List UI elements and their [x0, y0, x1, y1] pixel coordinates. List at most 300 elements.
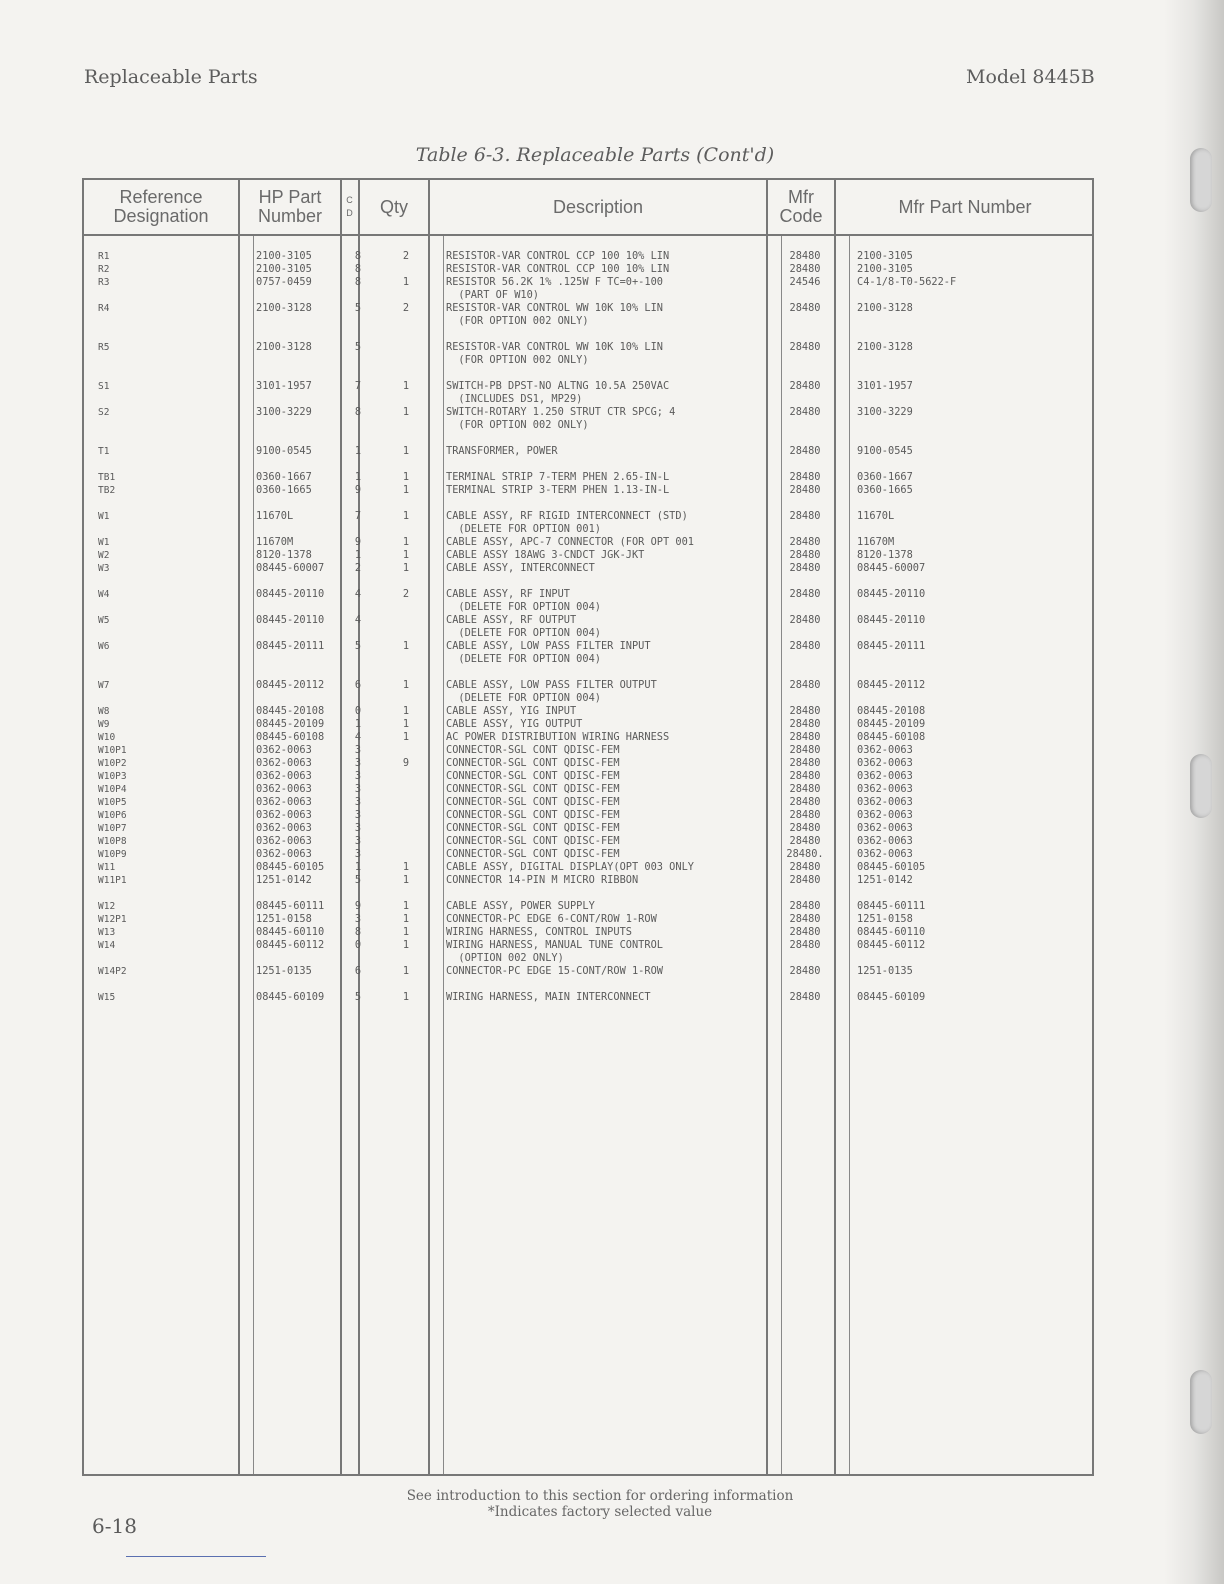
cell-mfr-code: 28480: [789, 874, 821, 886]
table-row: [84, 809, 1092, 822]
table-row: [84, 328, 1092, 341]
cell-mfr-code: 28480: [789, 549, 821, 561]
cell-cd: 9: [354, 484, 362, 496]
cell-mfr-code: 24546: [789, 276, 821, 288]
cell-description: CONNECTOR-SGL CONT QDISC-FEM: [446, 796, 620, 808]
cell-hp-part: 0757-0459: [256, 276, 312, 288]
binder-hole: [1190, 754, 1212, 818]
cell-cd: 3: [354, 757, 362, 769]
cell-hp-part: 08445-60112: [256, 939, 325, 951]
table-row: [84, 276, 1092, 289]
cell-hp-part: 0362-0063: [256, 848, 312, 860]
cell-mfr-part: 0360-1665: [857, 484, 913, 496]
cell-hp-part: 2100-3128: [256, 341, 312, 353]
cell-hp-part: 08445-20109: [256, 718, 325, 730]
table-row: [84, 640, 1092, 653]
cell-mfr-part: 0362-0063: [857, 783, 913, 795]
table-row: [84, 744, 1092, 757]
table-row: [84, 653, 1092, 666]
cell-description: CONNECTOR-SGL CONT QDISC-FEM: [446, 770, 620, 782]
cell-mfr-part: 8120-1378: [857, 549, 913, 561]
cell-cd: 3: [354, 835, 362, 847]
cell-mfr-code: 28480: [789, 770, 821, 782]
cell-qty: 9: [402, 757, 410, 769]
cell-hp-part: 0362-0063: [256, 796, 312, 808]
table-row: [84, 250, 1092, 263]
cell-cd: 3: [354, 770, 362, 782]
table-title: Table 6-3. Replaceable Parts (Cont'd): [415, 144, 775, 166]
table-row: [84, 679, 1092, 692]
cell-mfr-code: 28480: [789, 250, 821, 262]
cell-mfr-part: 3100-3229: [857, 406, 913, 418]
table-row: [84, 887, 1092, 900]
cell-mfr-code: 28480: [789, 809, 821, 821]
cell-mfr-part: 08445-20111: [857, 640, 926, 652]
cell-description: CONNECTOR 14-PIN M MICRO RIBBON: [446, 874, 639, 886]
cell-cd: 8: [354, 276, 362, 288]
cell-cd: 5: [354, 874, 362, 886]
cell-mfr-code: 28480: [789, 406, 821, 418]
cell-reference: W11P1: [98, 875, 127, 886]
cell-mfr-code: 28480: [789, 718, 821, 730]
cell-mfr-code: 28480: [789, 445, 821, 457]
cell-reference: W10P1: [98, 745, 127, 756]
cell-mfr-code: 28480: [789, 822, 821, 834]
cell-cd: 0: [354, 939, 362, 951]
cell-reference: W10P7: [98, 823, 127, 834]
cell-reference: W6: [98, 641, 110, 652]
cell-description: (FOR OPTION 002 ONLY): [446, 354, 589, 366]
cell-hp-part: 0360-1667: [256, 471, 312, 483]
table-row: [84, 627, 1092, 640]
cell-reference: W2: [98, 550, 110, 561]
cell-cd: 9: [354, 536, 362, 548]
cell-hp-part: 08445-20110: [256, 614, 325, 626]
cell-cd: 3: [354, 809, 362, 821]
cell-mfr-code: 28480: [789, 341, 821, 353]
cell-hp-part: 0362-0063: [256, 770, 312, 782]
cell-reference: W12P1: [98, 914, 127, 925]
cell-mfr-part: 1251-0158: [857, 913, 913, 925]
cell-mfr-part: 08445-60108: [857, 731, 926, 743]
running-header-model: Model 8445B: [966, 66, 1095, 88]
table-row: [84, 900, 1092, 913]
cell-mfr-code: 28480: [789, 679, 821, 691]
table-row: [84, 562, 1092, 575]
cell-reference: W11: [98, 862, 116, 873]
cell-mfr-code: 28480: [789, 588, 821, 600]
cell-hp-part: 0362-0063: [256, 744, 312, 756]
cell-description: CABLE ASSY, LOW PASS FILTER OUTPUT: [446, 679, 657, 691]
cell-reference: TB2: [98, 485, 116, 496]
cell-qty: 1: [402, 536, 410, 548]
cell-qty: 1: [402, 549, 410, 561]
table-row: [84, 393, 1092, 406]
cell-mfr-code: 28480: [789, 965, 821, 977]
cell-description: SWITCH-ROTARY 1.250 STRUT CTR SPCG; 4: [446, 406, 676, 418]
cell-qty: 1: [402, 874, 410, 886]
table-row: [84, 731, 1092, 744]
cell-description: WIRING HARNESS, MAIN INTERCONNECT: [446, 991, 651, 1003]
cell-cd: 7: [354, 510, 362, 522]
cell-reference: W4: [98, 589, 110, 600]
cell-mfr-code: 28480: [789, 640, 821, 652]
cell-mfr-part: 0362-0063: [857, 770, 913, 782]
cell-description: CONNECTOR-SGL CONT QDISC-FEM: [446, 744, 620, 756]
running-header-section: Replaceable Parts: [84, 66, 258, 88]
table-row: [84, 315, 1092, 328]
footer-factory-note: *Indicates factory selected value: [487, 1504, 713, 1520]
cell-mfr-part: 08445-20110: [857, 588, 926, 600]
cell-reference: W10P5: [98, 797, 127, 808]
cell-description: (DELETE FOR OPTION 004): [446, 653, 601, 665]
cell-description: (FOR OPTION 002 ONLY): [446, 419, 589, 431]
cell-description: (INCLUDES DS1, MP29): [446, 393, 583, 405]
cell-cd: 8: [354, 263, 362, 275]
cell-mfr-part: 0362-0063: [857, 848, 913, 860]
cell-mfr-code: 28480: [789, 991, 821, 1003]
cell-cd: 1: [354, 549, 362, 561]
cell-hp-part: 2100-3128: [256, 302, 312, 314]
cell-reference: TB1: [98, 472, 116, 483]
cell-description: WIRING HARNESS, MANUAL TUNE CONTROL: [446, 939, 663, 951]
cell-mfr-part: 1251-0142: [857, 874, 913, 886]
cell-reference: W1: [98, 537, 110, 548]
cell-mfr-code: 28480: [789, 939, 821, 951]
cell-description: (DELETE FOR OPTION 004): [446, 692, 601, 704]
table-row: [84, 835, 1092, 848]
table-row: [84, 770, 1092, 783]
cell-description: CABLE ASSY, RF INPUT: [446, 588, 570, 600]
cell-hp-part: 11670M: [256, 536, 294, 548]
parts-table: [82, 178, 1094, 1476]
cell-reference: W13: [98, 927, 116, 938]
cell-mfr-code: 28480: [789, 302, 821, 314]
cell-qty: 1: [402, 991, 410, 1003]
cell-reference: W14: [98, 940, 116, 951]
cell-cd: 1: [354, 861, 362, 873]
cell-mfr-code: 28480: [789, 614, 821, 626]
cell-hp-part: 1251-0142: [256, 874, 312, 886]
cell-reference: R1: [98, 251, 110, 262]
cell-hp-part: 08445-60109: [256, 991, 325, 1003]
cell-mfr-part: 08445-60109: [857, 991, 926, 1003]
cell-cd: 4: [354, 614, 362, 626]
table-row: [84, 783, 1092, 796]
cell-mfr-code: 28480: [789, 510, 821, 522]
cell-mfr-part: 2100-3128: [857, 341, 913, 353]
cell-reference: S1: [98, 381, 110, 392]
cell-description: WIRING HARNESS, CONTROL INPUTS: [446, 926, 632, 938]
cell-description: RESISTOR-VAR CONTROL CCP 100 10% LIN: [446, 263, 670, 275]
cell-reference: W10P9: [98, 849, 127, 860]
cell-hp-part: 08445-60105: [256, 861, 325, 873]
cell-qty: 1: [402, 913, 410, 925]
table-row: [84, 705, 1092, 718]
table-row: [84, 666, 1092, 679]
cell-hp-part: 0362-0063: [256, 835, 312, 847]
cell-reference: W10P3: [98, 771, 127, 782]
cell-mfr-part: 08445-60111: [857, 900, 926, 912]
cell-qty: 1: [402, 471, 410, 483]
cell-cd: 1: [354, 445, 362, 457]
cell-hp-part: 08445-60108: [256, 731, 325, 743]
table-row: [84, 497, 1092, 510]
cell-mfr-part: 2100-3105: [857, 263, 913, 275]
cell-mfr-code: 28480: [789, 562, 821, 574]
table-row: [84, 419, 1092, 432]
table-row: [84, 549, 1092, 562]
table-row: [84, 263, 1092, 276]
cell-description: CONNECTOR-SGL CONT QDISC-FEM: [446, 757, 620, 769]
col-header-qty: Qty: [379, 196, 408, 217]
cell-cd: 6: [354, 965, 362, 977]
cell-description: RESISTOR-VAR CONTROL CCP 100 10% LIN: [446, 250, 670, 262]
cell-hp-part: 2100-3105: [256, 250, 312, 262]
cell-mfr-part: 0362-0063: [857, 809, 913, 821]
cell-hp-part: 0362-0063: [256, 822, 312, 834]
cell-description: (OPTION 002 ONLY): [446, 952, 564, 964]
cell-cd: 4: [354, 588, 362, 600]
cell-description: RESISTOR-VAR CONTROL WW 10K 10% LIN: [446, 302, 663, 314]
cell-description: CONNECTOR-SGL CONT QDISC-FEM: [446, 822, 620, 834]
cell-description: CABLE ASSY, RF RIGID INTERCONNECT (STD): [446, 510, 688, 522]
cell-qty: 1: [402, 926, 410, 938]
cell-mfr-code: 28480: [789, 731, 821, 743]
col-header-description: Description: [552, 196, 644, 217]
cell-qty: 1: [402, 380, 410, 392]
cell-qty: 1: [402, 861, 410, 873]
cell-description: CABLE ASSY 18AWG 3-CNDCT JGK-JKT: [446, 549, 645, 561]
cell-mfr-part: 2100-3105: [857, 250, 913, 262]
cell-cd: 8: [354, 250, 362, 262]
cell-reference: W10P6: [98, 810, 127, 821]
cell-reference: W10P2: [98, 758, 127, 769]
cell-mfr-code: 28480: [789, 536, 821, 548]
table-row: [84, 757, 1092, 770]
cell-hp-part: 1251-0135: [256, 965, 312, 977]
cell-reference: W9: [98, 719, 110, 730]
cell-cd: 0: [354, 705, 362, 717]
cell-hp-part: 08445-60007: [256, 562, 325, 574]
table-body: [84, 250, 1092, 1004]
cell-mfr-code: 28480: [789, 705, 821, 717]
cell-cd: 6: [354, 679, 362, 691]
cell-mfr-code: 28480: [789, 835, 821, 847]
cell-cd: 9: [354, 900, 362, 912]
cell-reference: R4: [98, 303, 110, 314]
cell-mfr-part: 11670M: [857, 536, 895, 548]
cell-reference: R3: [98, 277, 110, 288]
cell-reference: W7: [98, 680, 110, 691]
cell-reference: T1: [98, 446, 110, 457]
table-row: [84, 913, 1092, 926]
cell-description: CABLE ASSY, YIG INPUT: [446, 705, 577, 717]
table-row: [84, 614, 1092, 627]
cell-description: CABLE ASSY, DIGITAL DISPLAY(OPT 003 ONLY: [446, 861, 694, 873]
cell-hp-part: 08445-20110: [256, 588, 325, 600]
cell-description: SWITCH-PB DPST-NO ALTNG 10.5A 250VAC: [446, 380, 670, 392]
cell-reference: W10: [98, 732, 116, 743]
cell-cd: 3: [354, 848, 362, 860]
table-row: [84, 796, 1092, 809]
cell-hp-part: 0362-0063: [256, 809, 312, 821]
cell-qty: 1: [402, 965, 410, 977]
cell-mfr-part: 1251-0135: [857, 965, 913, 977]
table-row: [84, 588, 1092, 601]
cell-description: AC POWER DISTRIBUTION WIRING HARNESS: [446, 731, 670, 743]
table-row: [84, 965, 1092, 978]
cell-mfr-code: 28480: [789, 757, 821, 769]
cell-description: CABLE ASSY, RF OUTPUT: [446, 614, 577, 626]
cell-description: TERMINAL STRIP 7-TERM PHEN 2.65-IN-L: [446, 471, 670, 483]
cell-qty: 1: [402, 900, 410, 912]
cell-mfr-part: C4-1/8-T0-5622-F: [857, 276, 957, 288]
binder-hole: [1190, 1370, 1212, 1434]
cell-hp-part: 08445-20108: [256, 705, 325, 717]
cell-mfr-part: 0362-0063: [857, 822, 913, 834]
cell-mfr-part: 0360-1667: [857, 471, 913, 483]
cell-description: RESISTOR-VAR CONTROL WW 10K 10% LIN: [446, 341, 663, 353]
cell-mfr-part: 0362-0063: [857, 744, 913, 756]
cell-description: CABLE ASSY, APC-7 CONNECTOR (FOR OPT 001: [446, 536, 694, 548]
cell-mfr-part: 08445-20110: [857, 614, 926, 626]
cell-mfr-code: 28480: [789, 913, 821, 925]
table-row: [84, 445, 1092, 458]
table-row: [84, 926, 1092, 939]
cell-mfr-code: 28480: [789, 484, 821, 496]
cell-cd: 7: [354, 380, 362, 392]
table-row: [84, 861, 1092, 874]
cell-hp-part: 11670L: [256, 510, 294, 522]
cell-cd: 5: [354, 341, 362, 353]
table-row: [84, 822, 1092, 835]
col-header-mfr-part: Mfr Part Number: [898, 196, 1032, 217]
cell-qty: 2: [402, 588, 410, 600]
table-row: [84, 991, 1092, 1004]
cell-reference: W10P4: [98, 784, 127, 795]
cell-cd: 5: [354, 991, 362, 1003]
cell-mfr-part: 2100-3128: [857, 302, 913, 314]
cell-cd: 8: [354, 926, 362, 938]
cell-reference: W10P8: [98, 836, 127, 847]
table-row: [84, 471, 1092, 484]
bottom-rule: [126, 1556, 266, 1557]
binder-hole: [1190, 148, 1212, 212]
cell-qty: 1: [402, 562, 410, 574]
cell-cd: 5: [354, 640, 362, 652]
cell-cd: 3: [354, 796, 362, 808]
cell-mfr-part: 0362-0063: [857, 757, 913, 769]
table-row: [84, 536, 1092, 549]
cell-reference: R5: [98, 342, 110, 353]
cell-description: CONNECTOR-PC EDGE 6-CONT/ROW 1-ROW: [446, 913, 657, 925]
table-row: [84, 458, 1092, 471]
cell-qty: 1: [402, 445, 410, 457]
table-row: [84, 510, 1092, 523]
cell-reference: W8: [98, 706, 110, 717]
cell-reference: R2: [98, 264, 110, 275]
cell-description: TERMINAL STRIP 3-TERM PHEN 1.13-IN-L: [446, 484, 670, 496]
table-row: [84, 978, 1092, 991]
cell-reference: W14P2: [98, 966, 127, 977]
table-row: [84, 939, 1092, 952]
cell-description: RESISTOR 56.2K 1% .125W F TC=0+-100: [446, 276, 663, 288]
cell-hp-part: 3101-1957: [256, 380, 312, 392]
cell-cd: 3: [354, 744, 362, 756]
cell-hp-part: 08445-60110: [256, 926, 325, 938]
cell-cd: 3: [354, 913, 362, 925]
cell-description: CABLE ASSY, LOW PASS FILTER INPUT: [446, 640, 651, 652]
cell-qty: 1: [402, 640, 410, 652]
table-row: [84, 692, 1092, 705]
table-row: [84, 380, 1092, 393]
table-row: [84, 302, 1092, 315]
cell-qty: 1: [402, 939, 410, 951]
cell-qty: 1: [402, 484, 410, 496]
table-row: [84, 575, 1092, 588]
cell-qty: 2: [402, 250, 410, 262]
cell-hp-part: 2100-3105: [256, 263, 312, 275]
cell-mfr-code: 28480: [789, 380, 821, 392]
cell-description: (DELETE FOR OPTION 001): [446, 523, 601, 535]
cell-reference: S2: [98, 407, 110, 418]
cell-qty: 1: [402, 731, 410, 743]
cell-hp-part: 08445-20112: [256, 679, 325, 691]
cell-cd: 1: [354, 471, 362, 483]
cell-mfr-part: 0362-0063: [857, 835, 913, 847]
cell-hp-part: 8120-1378: [256, 549, 312, 561]
table-row: [84, 874, 1092, 887]
cell-cd: 1: [354, 718, 362, 730]
table-row: [84, 341, 1092, 354]
cell-description: TRANSFORMER, POWER: [446, 445, 558, 457]
cell-mfr-part: 11670L: [857, 510, 895, 522]
table-row: [84, 523, 1092, 536]
cell-mfr-part: 3101-1957: [857, 380, 913, 392]
cell-cd: 3: [354, 783, 362, 795]
cell-description: CABLE ASSY, YIG OUTPUT: [446, 718, 583, 730]
cell-description: CABLE ASSY, INTERCONNECT: [446, 562, 595, 574]
cell-reference: W5: [98, 615, 110, 626]
cell-description: CONNECTOR-PC EDGE 15-CONT/ROW 1-ROW: [446, 965, 663, 977]
cell-mfr-part: 0362-0063: [857, 796, 913, 808]
cell-qty: 1: [402, 510, 410, 522]
cell-mfr-code: 28480.: [786, 848, 824, 860]
table-row: [84, 289, 1092, 302]
cell-mfr-part: 08445-20112: [857, 679, 926, 691]
table-row: [84, 484, 1092, 497]
cell-mfr-code: 28480: [789, 783, 821, 795]
cell-qty: 1: [402, 276, 410, 288]
cell-mfr-code: 28480: [789, 861, 821, 873]
cell-description: (FOR OPTION 002 ONLY): [446, 315, 589, 327]
cell-cd: 8: [354, 406, 362, 418]
cell-mfr-part: 08445-60007: [857, 562, 926, 574]
page-number: 6-18: [92, 1514, 137, 1538]
footer-note: [0, 1488, 1200, 1520]
cell-hp-part: 08445-20111: [256, 640, 325, 652]
cell-cd: 2: [354, 562, 362, 574]
cell-description: CONNECTOR-SGL CONT QDISC-FEM: [446, 783, 620, 795]
cell-reference: W1: [98, 511, 110, 522]
cell-hp-part: 0362-0063: [256, 783, 312, 795]
table-row: [84, 848, 1092, 861]
cell-hp-part: 08445-60111: [256, 900, 325, 912]
cell-description: CONNECTOR-SGL CONT QDISC-FEM: [446, 848, 620, 860]
cell-hp-part: 3100-3229: [256, 406, 312, 418]
cell-mfr-part: 08445-60112: [857, 939, 926, 951]
